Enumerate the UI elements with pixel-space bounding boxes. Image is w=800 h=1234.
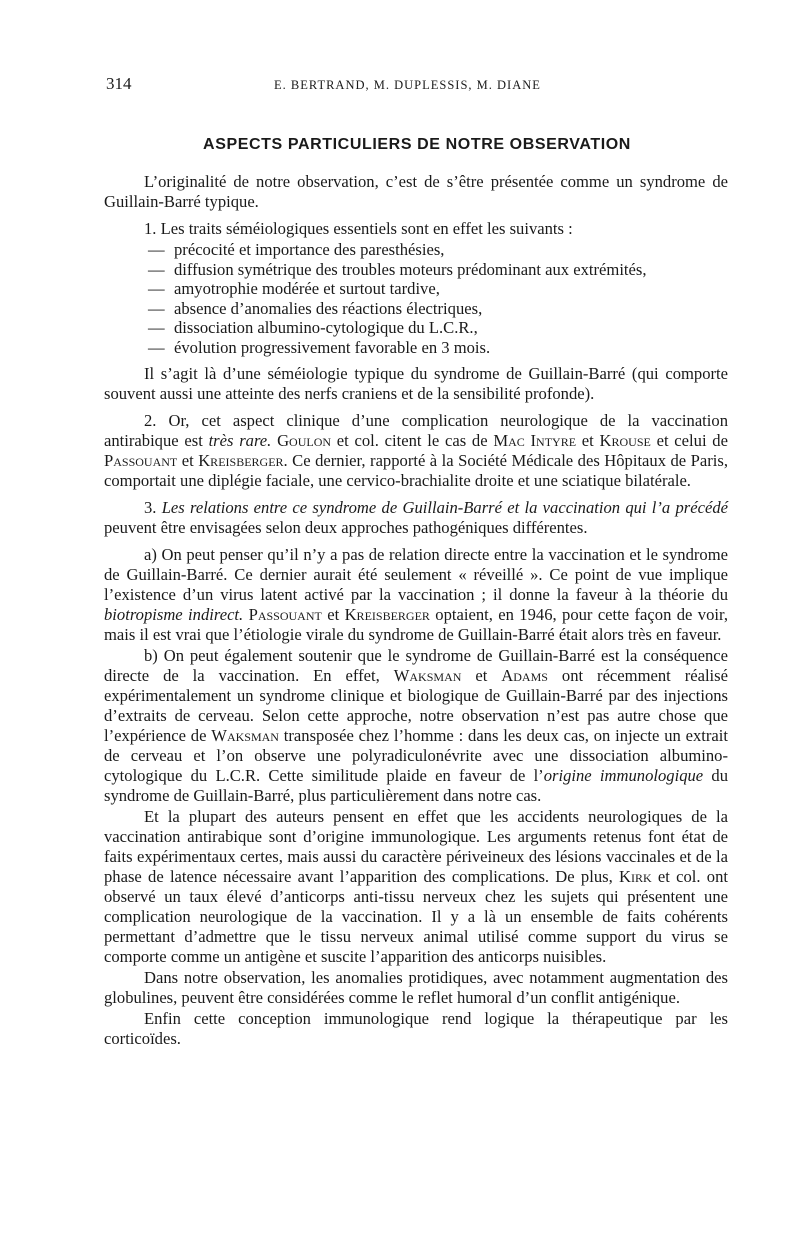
running-head: E. BERTRAND, M. DUPLESSIS, M. DIANE [274,78,541,92]
list-item: — précocité et importance des paresthésies, [148,240,445,259]
point-1-follow: Il s’agit là d’une séméiologie typique du syndrome de Guillain-Barré (qui comporte souvent aussi une atteinte des nerfs craniens et de la sensibilité profonde). [104,363,728,403]
list-item: — diffusion symétrique des troubles moteurs prédominant aux extrémités, [148,259,647,279]
list-item: — absence d’anomalies des réactions électriques, [148,298,483,318]
paragraph-b: b) On peut également soutenir que le syndrome de Guillain-Barré est la conséquence directe de la vaccination. En effet, Waksman et Adams ont récemment réalisé expérimentalement un syndrome clinique et biologique de Guillain-Barré par des injections d’extraits de cerveau. Selon cette approche, notre observation n’est pas autre chose que l’expérience de Waksman transposée chez l’homme : dans les deux cas, on injecte un extrait de cerveau et l’on observe une polyradiculonévrite avec une dissociation albumino-cytologique du L.C.R. Cette similitude plaide en faveur de l’origine immunologique du syndrome de Guillain-Barré, plus particulièrement dans notre cas. [104,645,729,805]
paragraph-e: Enfin cette conception immunologique rend logique la thérapeutique par les corticoïdes. [104,1008,728,1048]
paragraph-c: Et la plupart des auteurs pensent en effet que les accidents neurologiques de la vaccination antirabique sont d’origine immunologique. Les arguments retenus font état de faits expérimentaux certes, mais aussi du caractère périveineux des lésions vaccinales et de la phase de latence nécessaire avant l’apparition des complications. De plus, Kirk et col. ont observé un taux élevé d’anticorps anti-tissu nerveux chez les sujets qui présentent une complication neurologique de la vaccination. Il y a là un ensemble de faits cohérents permettant d’admettre que le tissu nerveux animal utilisé comme support du virus se comporte comme un antigène et suscite l’apparition des anticorps nuisibles. [104,806,728,966]
point-1-lead: 1. Les traits séméiologiques essentiels sont en effet les suivants : [144,219,573,238]
page-header [104,74,730,98]
article-body [104,172,728,1056]
page-number: 314 [106,74,132,93]
paragraph-a: a) On peut penser qu’il n’y a pas de relation directe entre la vaccination et le syndrome de Guillain-Barré. Ce dernier aurait été seulement « réveillé ». Ce point de vue implique l’existence d’un virus latent activé par la vaccination ; il donne la faveur à la théorie du biotropisme indirect. Passouant et Kreisberger optaient, en 1946, pour cette façon de voir, mais il est vrai que l’étiologie virale du syndrome de Guillain-Barré était alors très en faveur. [104,544,728,644]
list-item: — amyotrophie modérée et surtout tardive, [148,279,440,299]
point-3-paragraph: 3. Les relations entre ce syndrome de Guillain-Barré et la vaccination qui l’a précédé peuvent être envisagées selon deux approches pathogéniques différentes. [104,497,728,537]
point-2-paragraph: 2. Or, cet aspect clinique d’une complication neurologique de la vaccination antirabique est très rare. Goulon et col. citent le cas de Mac Intyre et Krouse et celui de Passouant et Kreisberger. Ce dernier, rapporté à la Société Médicale des Hôpitaux de Paris, comportait une diplégie faciale, une cervico-brachialite droite et une sciatique bilatérale. [104,410,728,490]
semiology-list [104,240,728,358]
list-item: — dissociation albumino-cytologique du L.C.R., [148,318,478,338]
section-title: ASPECTS PARTICULIERS DE NOTRE OBSERVATION [203,136,631,153]
paragraph-d: Dans notre observation, les anomalies protidiques, avec notamment augmentation des globulines, peuvent être considérées comme le reflet humoral d’un conflit antigénique. [104,967,728,1007]
list-item: — évolution progressivement favorable en 3 mois. [148,337,491,357]
intro-paragraph: L’originalité de notre observation, c’est de s’être présentée comme un syndrome de Guillain-Barré typique. [104,172,728,211]
